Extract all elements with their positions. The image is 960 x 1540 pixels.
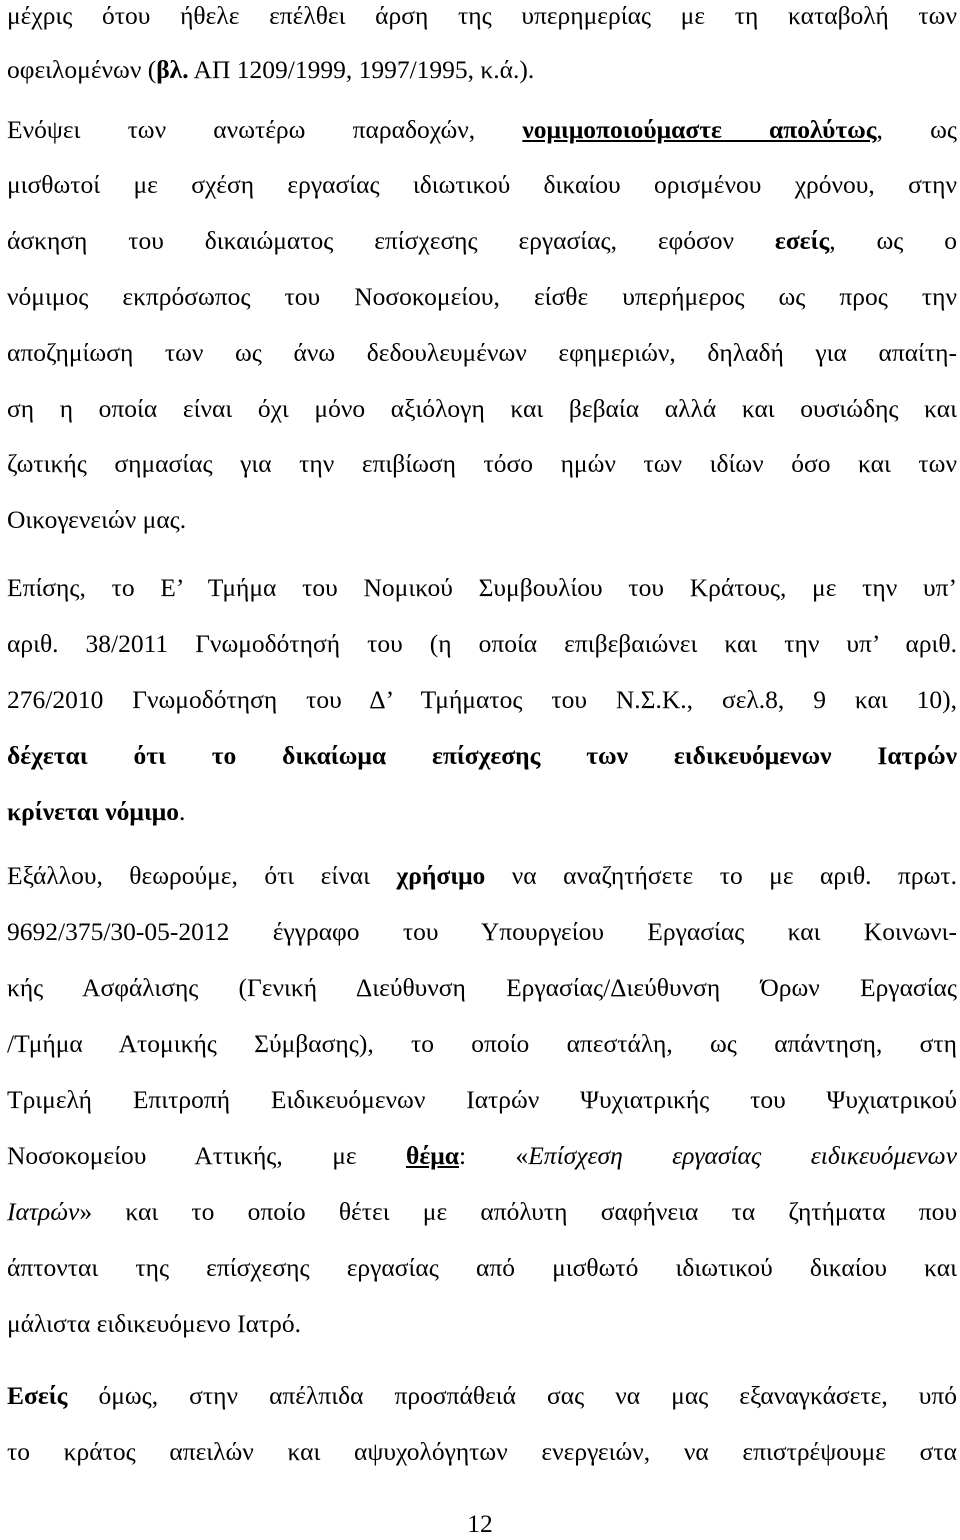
- text-segment: κής Ασφάλισης (Γενική Διεύθυνση Εργασίας/Διεύθυνση Όρων Εργασίας: [7, 973, 957, 1002]
- text-segment: μισθωτοί με σχέση εργασίας ιδιωτικού δικαίου ορισμένου χρόνου, στην: [7, 170, 957, 199]
- text-line: [7, 860, 957, 892]
- text-segment: Τριμελή Επιτροπή Ειδικευόμενων Ιατρών Ψυχιατρικής του Ψυχιατρικού: [7, 1085, 957, 1114]
- text-segment: 276/2010 Γνωμοδότηση του Δ’ Τμήματος του Ν.Σ.Κ., σελ.8, 9 και 10),: [7, 685, 957, 714]
- text-line: [7, 1308, 957, 1340]
- text-segment: μέχρις ότου ήθελε επέλθει άρση της υπερημερίας με τη καταβολή των: [7, 1, 957, 30]
- text-line: [7, 504, 957, 536]
- text-segment: αποζημίωση των ως άνω δεδουλευμένων εφημεριών, δηλαδή για απαίτη-: [7, 338, 957, 367]
- text-line: [7, 337, 957, 369]
- text-segment: Νοσοκομείου Αττικής, με: [7, 1141, 407, 1170]
- text-segment: νομιμοποιούμαστε απολύτως: [522, 115, 877, 144]
- text-line: [7, 796, 957, 828]
- text-line: [7, 0, 957, 32]
- text-segment: /Τμήμα Ατομικής Σύμβασης), το οποίο απεστάλη, ως απάντηση, στη: [7, 1029, 957, 1058]
- text-segment: , ως ο: [829, 226, 957, 255]
- text-line: [7, 225, 957, 257]
- page-number: 12: [467, 1509, 493, 1538]
- text-line: [7, 54, 957, 86]
- text-line: [7, 740, 957, 772]
- text-line: [7, 628, 957, 660]
- text-line: [7, 1436, 957, 1468]
- text-segment: βλ.: [156, 55, 189, 84]
- text-line: [7, 1140, 957, 1172]
- text-line: [7, 1196, 957, 1228]
- text-segment: θέμα: [406, 1141, 459, 1170]
- text-segment: νόμιμος εκπρόσωπος του Νοσοκομείου, είσθε υπερήμερος ως προς την: [7, 282, 957, 311]
- text-segment: αριθ. 38/2011 Γνωμοδότησή του (η οποία επιβεβαιώνει και την υπ’ αριθ.: [7, 629, 957, 658]
- text-line: [7, 972, 957, 1004]
- text-segment: μάλιστα ειδικευόμενο Ιατρό.: [7, 1309, 302, 1338]
- text-segment: : «: [458, 1141, 529, 1170]
- text-segment: ζωτικής σημασίας για την επιβίωση τόσο ημών των ιδίων όσο και των: [7, 449, 957, 478]
- text-segment: Εσείς: [7, 1381, 68, 1410]
- text-line: [7, 684, 957, 716]
- text-segment: Επίσχεση εργασίας ειδικευόμενων: [528, 1141, 958, 1170]
- text-line: [7, 572, 957, 604]
- text-segment: όμως, στην απέλπιδα προσπάθειά σας να μας εξαναγκάσετε, υπό: [67, 1381, 957, 1410]
- text-segment: άπτονται της επίσχεσης εργασίας από μισθωτό ιδιωτικού δικαίου και: [7, 1253, 957, 1282]
- text-segment: χρήσιμο: [396, 861, 486, 890]
- text-segment: το κράτος απειλών και αψυχολόγητων ενεργειών, να επιστρέψουμε στα: [7, 1437, 957, 1466]
- text-segment: , ως: [876, 115, 957, 144]
- text-segment: .: [178, 797, 186, 826]
- text-line: [7, 1084, 957, 1116]
- text-segment: Ενόψει των ανωτέρω παραδοχών,: [7, 115, 523, 144]
- text-line: [7, 281, 957, 313]
- text-segment: κρίνεται νόμιμο: [7, 797, 179, 826]
- text-segment: Οικογενειών μας.: [7, 505, 187, 534]
- text-line: [7, 393, 957, 425]
- text-segment: δέχεται ότι το δικαίωμα επίσχεσης των ειδικευόμενων Ιατρών: [7, 741, 957, 770]
- text-segment: Ιατρών: [7, 1197, 80, 1226]
- text-segment: άσκηση του δικαιώματος επίσχεσης εργασίας, εφόσον: [7, 226, 775, 255]
- text-line: [7, 916, 957, 948]
- text-line: [7, 448, 957, 480]
- text-segment: ΑΠ 1209/1999, 1997/1995, κ.ά.).: [188, 55, 535, 84]
- text-segment: εσείς: [774, 226, 830, 255]
- text-segment: » και το οποίο θέτει με απόλυτη σαφήνεια τα ζητήματα που: [79, 1197, 957, 1226]
- text-line: [7, 1028, 957, 1060]
- text-line: [7, 1252, 957, 1284]
- text-line: [7, 169, 957, 201]
- text-segment: 9692/375/30-05-2012 έγγραφο του Υπουργείου Εργασίας και Κοινωνι-: [7, 917, 957, 946]
- text-segment: να αναζητήσετε το με αριθ. πρωτ.: [485, 861, 958, 890]
- text-segment: Επίσης, το Ε’ Τμήμα του Νομικού Συμβουλίου του Κράτους, με την υπ’: [7, 573, 957, 602]
- text-segment: οφειλομένων (: [7, 55, 157, 84]
- text-segment: Εξάλλου, θεωρούμε, ότι είναι: [7, 861, 397, 890]
- text-segment: ση η οποία είναι όχι μόνο αξιόλογη και βεβαία αλλά και ουσιώδης και: [7, 394, 957, 423]
- text-line: [7, 114, 957, 146]
- text-line: [7, 1380, 957, 1412]
